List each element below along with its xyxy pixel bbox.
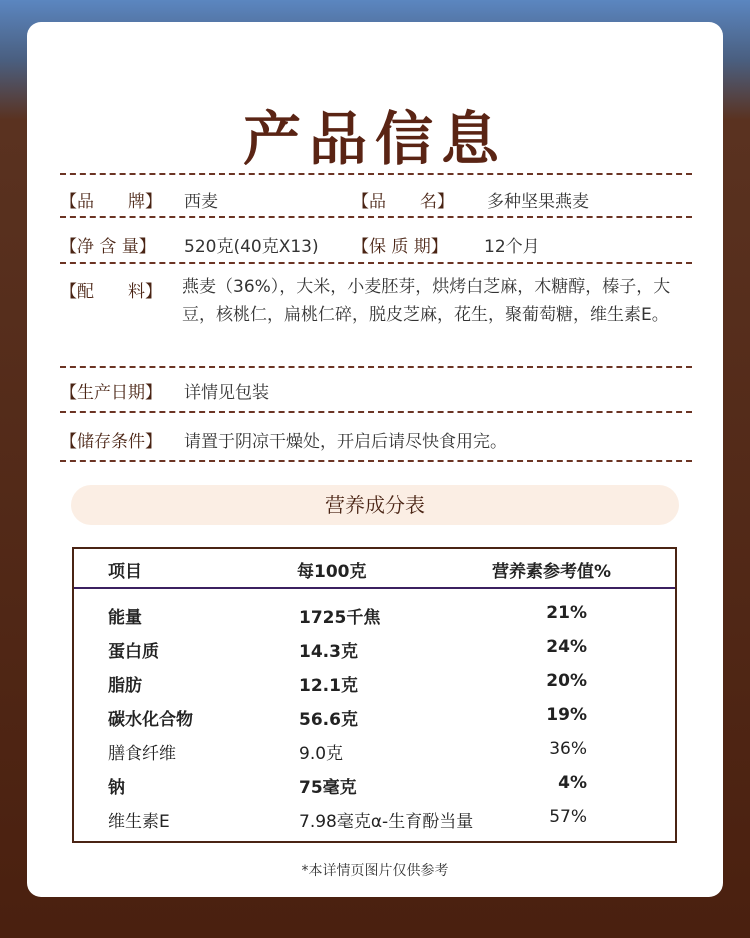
product-name-label: 【品 名】 [352, 192, 454, 212]
net-weight-label: 【净 含 量】 [60, 237, 156, 257]
row-nrv: 4% [558, 773, 587, 793]
table-row [74, 767, 675, 801]
table-row [74, 597, 675, 631]
row-amount: 1725千焦 [299, 608, 381, 628]
row-item: 钠 [108, 778, 125, 798]
net-weight-value: 520克(40克X13) [184, 237, 319, 257]
row-item: 碳水化合物 [108, 710, 193, 730]
page-title: 产品信息 [242, 105, 507, 173]
production-date-value: 详情见包装 [184, 383, 269, 403]
row-item: 能量 [108, 608, 142, 628]
footnote: *本详情页图片仅供参考 [301, 863, 449, 879]
row-nrv: 21% [546, 603, 587, 623]
row-nrv: 24% [546, 637, 587, 657]
table-header [74, 549, 675, 589]
table-row [74, 699, 675, 733]
divider [60, 366, 692, 368]
storage-value: 请置于阴凉干燥处，开启后请尽快食用完。 [184, 432, 507, 452]
row-amount: 9.0克 [299, 744, 344, 764]
row-item: 脂肪 [108, 676, 142, 696]
divider [60, 262, 692, 264]
ingredients-label: 【配 料】 [60, 282, 162, 302]
row-amount: 7.98毫克α-生育酚当量 [299, 812, 474, 832]
divider [60, 173, 692, 175]
table-row [74, 665, 675, 699]
shelf-life-value: 12个月 [484, 237, 540, 257]
row-nrv: 57% [549, 807, 587, 827]
product-name-value: 多种坚果燕麦 [487, 192, 589, 212]
table-row [74, 801, 675, 835]
storage-label: 【储存条件】 [60, 432, 162, 452]
ingredients-value: 燕麦（36%），大米，小麦胚芽，烘烤白芝麻，木糖醇，榛子，大豆，核桃仁，扁桃仁碎，脱皮芝麻，花生，聚葡萄糖，维生素E。 [182, 277, 671, 325]
brand-value: 西麦 [184, 192, 218, 212]
shelf-life-label: 【保 质 期】 [352, 237, 448, 257]
row-nrv: 36% [549, 739, 587, 759]
row-item: 膳食纤维 [108, 744, 176, 764]
header-item: 项目 [108, 562, 142, 582]
row-amount: 56.6克 [299, 710, 358, 730]
nutrition-heading: 营养成分表 [71, 485, 679, 525]
divider [60, 460, 692, 462]
divider [60, 216, 692, 218]
row-amount: 75毫克 [299, 778, 357, 798]
row-nrv: 19% [546, 705, 587, 725]
row-item: 蛋白质 [108, 642, 159, 662]
brand-label: 【品 牌】 [60, 192, 162, 212]
row-nrv: 20% [546, 671, 587, 691]
row-amount: 12.1克 [299, 676, 358, 696]
product-info-card [27, 22, 723, 897]
table-row [74, 631, 675, 665]
nutrition-table [72, 547, 677, 843]
header-nrv: 营养素参考值% [492, 562, 612, 582]
row-amount: 14.3克 [299, 642, 358, 662]
header-per-100g: 每100克 [297, 562, 367, 582]
row-item: 维生素E [108, 812, 170, 832]
divider [60, 411, 692, 413]
production-date-label: 【生产日期】 [60, 383, 162, 403]
table-row [74, 733, 675, 767]
